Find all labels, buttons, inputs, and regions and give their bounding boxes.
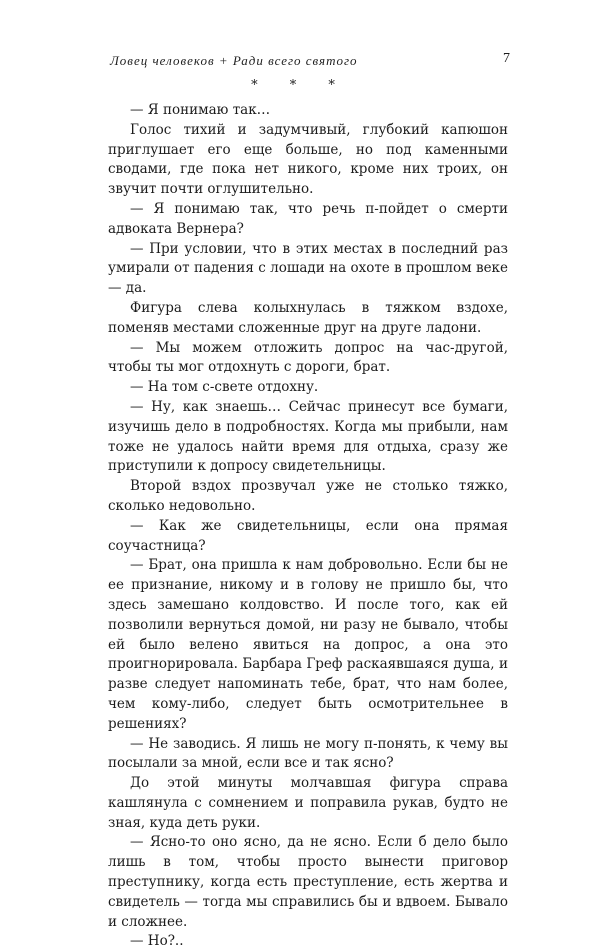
running-title: Ловец человеков + Ради всего святого	[110, 53, 358, 68]
paragraph: — Не заводись. Я лишь не могу п-понять, к чему вы посылали за мной, если все и так ясно?	[108, 735, 508, 772]
paragraph: — Брат, она пришла к нам добровольно. Если бы не ее признание, никому и в голову не пришло бы, что здесь замешано колдовство. И после того, как ей позволили вернуться домой, ни разу не бывало, чтобы ей было велено явиться на допрос, а она это проигнорировала. Барбара Греф раскаявшаяся душа, и разве следует напоминать тебе, брат, что нам более, чем кому-либо, следует быть осмотрительнее в решениях?	[108, 557, 508, 732]
paragraph: Второй вздох прозвучал уже не столько тяжко, сколько недовольно.	[108, 478, 508, 514]
page-number: 7	[503, 51, 510, 66]
section-separator: * * *	[251, 78, 349, 93]
paragraph: — Ну, как знаешь… Сейчас принесут все бумаги, изучишь дело в подробностях. Когда мы прибыли, нам тоже не удалось найти время для отдыха, сразу же приступили к допросу свидетельницы.	[108, 398, 508, 475]
paragraph: — Я понимаю так, что речь п-пойдет о смерти адвоката Вернера?	[108, 200, 508, 237]
paragraph: — Мы можем отложить допрос на час-другой, чтобы ты мог отдохнуть с дороги, брат.	[108, 339, 508, 376]
paragraph: До этой минуты молчавшая фигура справа кашлянула с сомнением и поправила рукав, будто не зная, куда деть руки.	[108, 775, 508, 831]
page-header	[110, 53, 510, 75]
paragraph: — На том с-свете отдохну.	[130, 379, 319, 396]
paragraph: Фигура слева колыхнулась в тяжком вздохе, поменяв местами сложенные друг на друге ладони.	[108, 299, 508, 336]
paragraph: — Но?..	[130, 933, 184, 950]
paragraph: Голос тихий и задумчивый, глубокий капюшон приглушает его еще больше, но под каменными сводами, где пока нет никого, кроме них троих, он звучит почти оглушительно.	[108, 121, 508, 198]
body-text	[108, 101, 508, 952]
paragraph: — Как же свидетельницы, если она прямая соучастница?	[108, 517, 508, 554]
paragraph: — Ясно-то оно ясно, да не ясно. Если б дело было лишь в том, чтобы просто вынести приговор преступнику, когда есть преступление, есть жертва и свидетель — тогда мы справились бы и вдвоем. Бывало и сложнее.	[108, 834, 508, 930]
paragraph: — Я понимаю так…	[130, 102, 271, 118]
paragraph: — При условии, что в этих местах в последний раз умирали от падения с лошади на охоте в прошлом веке — да.	[108, 240, 508, 297]
